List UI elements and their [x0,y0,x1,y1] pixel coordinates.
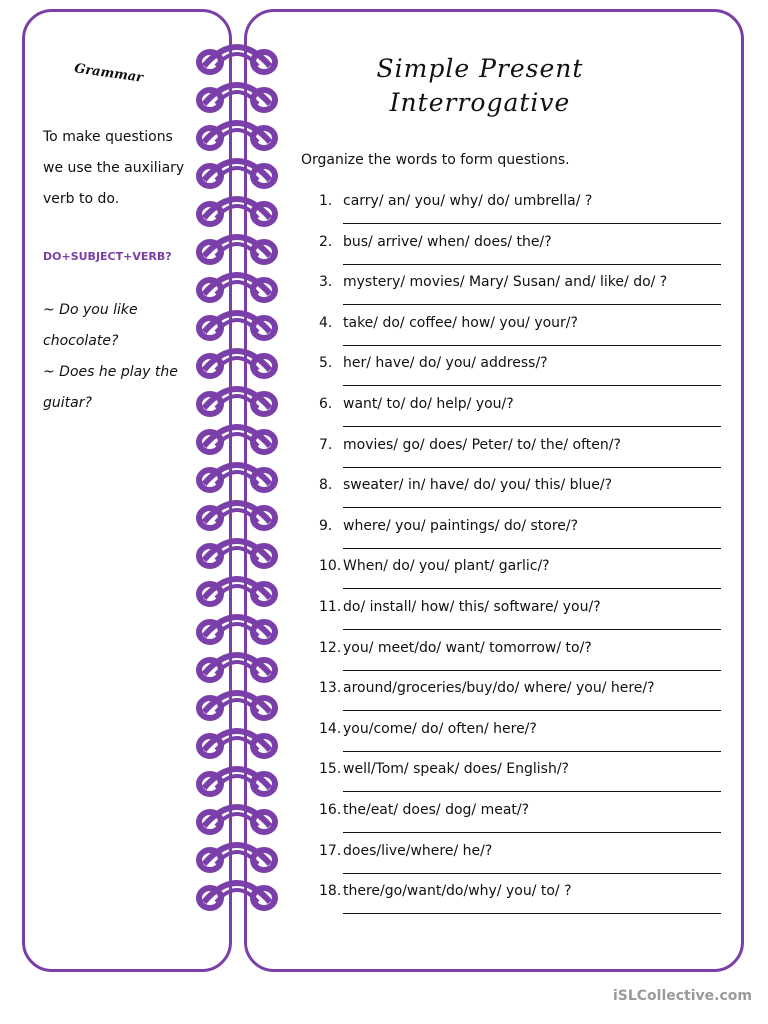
question-prompt: there/go/want/do/why/ you/ to/ ? [343,883,572,900]
question-number: 15. [319,761,342,778]
question-item [319,883,729,924]
answer-line[interactable] [343,304,721,305]
question-number: 7. [319,436,333,453]
question-prompt: take/ do/ coffee/ how/ you/ your/? [343,314,578,331]
answer-line[interactable] [343,467,721,468]
question-prompt: want/ to/ do/ help/ you/? [343,395,514,412]
example-list [43,295,193,419]
answer-line[interactable] [343,426,721,427]
question-number: 5. [319,355,333,372]
question-item [319,599,729,640]
spiral-ring [199,541,275,566]
answer-line[interactable] [343,345,721,346]
answer-line[interactable] [343,873,721,874]
question-number: 3. [319,274,333,291]
question-number: 13. [319,680,342,697]
question-item [319,761,729,802]
spiral-ring [199,655,275,680]
question-item [319,518,729,559]
question-number: 10. [319,558,342,575]
question-number: 9. [319,517,333,534]
question-prompt: you/come/ do/ often/ here/? [343,720,537,737]
answer-line[interactable] [343,670,721,671]
grammar-formula: DO+SUBJECT+VERB? [43,250,172,263]
question-item [319,558,729,599]
question-prompt: the/eat/ does/ dog/ meat/? [343,801,530,818]
question-prompt: carry/ an/ you/ why/ do/ umbrella/ ? [343,193,593,209]
question-item [319,355,729,396]
question-item [319,843,729,884]
question-prompt: you/ meet/do/ want/ tomorrow/ to/? [343,639,592,656]
spiral-ring [199,465,275,490]
answer-line[interactable] [343,223,721,224]
answer-line[interactable] [343,548,721,549]
spiral-ring [199,85,275,110]
question-number: 18. [319,883,342,900]
spiral-ring [199,769,275,794]
question-item [319,315,729,356]
worksheet-title [300,52,660,120]
question-number: 16. [319,801,342,818]
spiral-ring [199,237,275,262]
question-item [319,437,729,478]
site-watermark: iSLCollective.com [612,988,752,1004]
title-line-1: Simple Present [376,54,584,83]
question-item [319,274,729,315]
spiral-ring [199,883,275,908]
spiral-ring [199,845,275,870]
question-number: 6. [319,395,333,412]
question-item [319,721,729,762]
answer-line[interactable] [343,507,721,508]
grammar-heading: Grammar [73,61,144,86]
question-number: 1. [319,193,333,209]
answer-line[interactable] [343,264,721,265]
example-item: ~ Does he play the guitar? [43,364,178,411]
example-item: ~ Do you like chocolate? [43,302,138,349]
question-prompt: movies/ go/ does/ Peter/ to/ the/ often/? [343,436,621,453]
question-number: 8. [319,477,333,494]
answer-line[interactable] [343,791,721,792]
question-prompt: When/ do/ you/ plant/ garlic/? [343,558,550,575]
spiral-ring [199,503,275,528]
question-item [319,234,729,275]
notebook-spiral [190,40,286,920]
spiral-ring [199,579,275,604]
question-prompt: sweater/ in/ have/ do/ you/ this/ blue/? [343,477,613,494]
question-number: 17. [319,842,342,859]
question-prompt: do/ install/ how/ this/ software/ you/? [343,598,601,615]
spiral-ring [199,199,275,224]
question-prompt: bus/ arrive/ when/ does/ the/? [343,233,552,250]
answer-line[interactable] [343,710,721,711]
spiral-ring [199,389,275,414]
question-item [319,396,729,437]
question-prompt: well/Tom/ speak/ does/ English/? [343,761,569,778]
answer-line[interactable] [343,913,721,914]
spiral-ring [199,731,275,756]
spiral-ring [199,313,275,338]
spiral-ring [199,617,275,642]
question-number: 11. [319,598,342,615]
answer-line[interactable] [343,385,721,386]
question-prompt: her/ have/ do/ you/ address/? [343,355,548,372]
question-item [319,193,729,234]
instruction-text: Organize the words to form questions. [301,152,570,168]
question-prompt: mystery/ movies/ Mary/ Susan/ and/ like/ do/ ? [343,274,668,291]
question-list [319,193,729,924]
question-item [319,680,729,721]
answer-line[interactable] [343,751,721,752]
question-prompt: where/ you/ paintings/ do/ store/? [343,517,579,534]
spiral-ring [199,47,275,72]
spiral-ring [199,807,275,832]
question-number: 12. [319,639,342,656]
spiral-ring [199,161,275,186]
rule-intro-text: To make questions we use the auxiliary verb to do. [43,129,185,207]
title-line-2: Interrogative [389,88,571,117]
spiral-ring [199,427,275,452]
question-item [319,640,729,681]
spiral-ring [199,275,275,300]
question-number: 2. [319,233,333,250]
question-number: 4. [319,314,333,331]
spiral-ring [199,351,275,376]
spiral-ring [199,123,275,148]
answer-line[interactable] [343,629,721,630]
spiral-ring [199,693,275,718]
answer-line[interactable] [343,832,721,833]
answer-line[interactable] [343,588,721,589]
question-item [319,477,729,518]
question-prompt: around/groceries/buy/do/ where/ you/ here/? [343,680,655,697]
question-item [319,802,729,843]
question-number: 14. [319,720,342,737]
question-prompt: does/live/where/ he/? [343,842,493,859]
